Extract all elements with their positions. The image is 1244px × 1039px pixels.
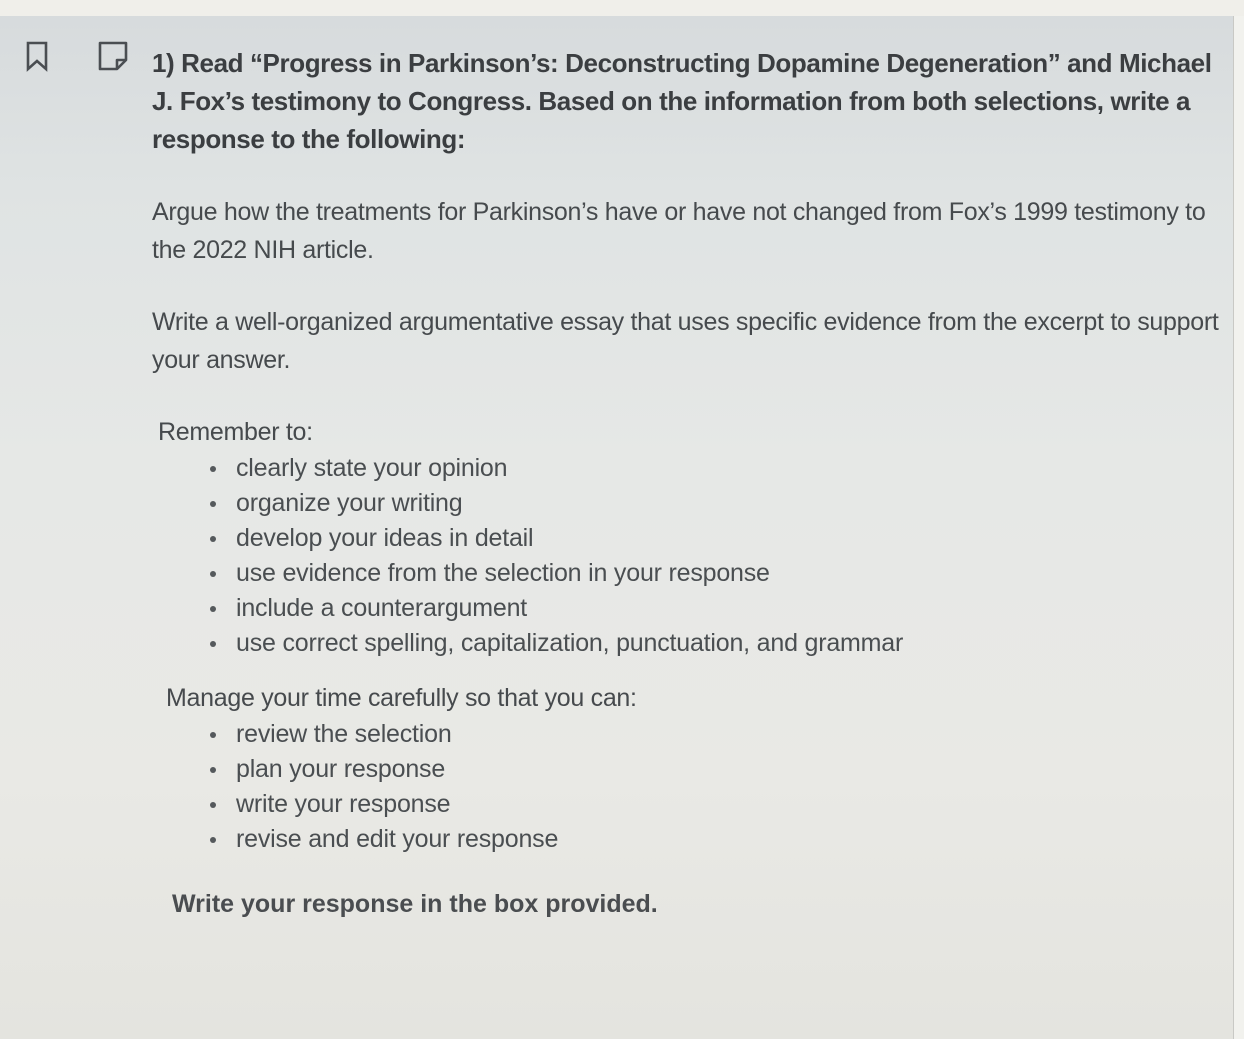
list-item: review the selection (152, 717, 1232, 752)
question-title (152, 44, 1232, 158)
top-border (0, 0, 1244, 16)
bullet-icon (210, 536, 216, 542)
bullet-icon (210, 837, 216, 843)
question-block (152, 44, 1232, 948)
bullet-icon (210, 501, 216, 507)
bullet-icon (210, 641, 216, 647)
essay-instruction: Write a well-organized argumentative essay that uses specific evidence from the excerpt to support your answer. (152, 308, 1219, 374)
right-scroll-edge (1233, 16, 1244, 1039)
bullet-icon (210, 571, 216, 577)
list-item: use evidence from the selection in your response (152, 556, 1232, 591)
bullet-icon (210, 767, 216, 773)
bullet-icon (210, 732, 216, 738)
question-title-text: Read “Progress in Parkinson’s: Deconstructing Dopamine Degeneration” and Michael J. Fox’s testimony to Congress. Based on the information from both selections, write a response to the following: (152, 48, 1212, 154)
bookmark-icon[interactable] (25, 40, 49, 72)
list-item: include a counterargument (152, 591, 1232, 626)
list-item: revise and edit your response (152, 822, 1232, 857)
list-item: clearly state your opinion (152, 451, 1232, 486)
remember-list (152, 451, 1232, 661)
manage-list (152, 717, 1232, 857)
list-item: develop your ideas in detail (152, 521, 1232, 556)
question-prompt: Argue how the treatments for Parkinson’s have or have not changed from Fox’s 1999 testimony to the 2022 NIH article. (152, 198, 1206, 264)
list-item: use correct spelling, capitalization, punctuation, and grammar (152, 626, 1232, 661)
remember-heading: Remember to: (158, 418, 313, 446)
list-item: write your response (152, 787, 1232, 822)
note-icon[interactable] (96, 40, 130, 72)
list-item: plan your response (152, 752, 1232, 787)
bullet-icon (210, 606, 216, 612)
list-item: organize your writing (152, 486, 1232, 521)
final-instruction: Write your response in the box provided. (172, 890, 658, 918)
question-number: 1) (152, 48, 175, 78)
manage-heading: Manage your time carefully so that you can: (166, 684, 637, 712)
bullet-icon (210, 466, 216, 472)
bullet-icon (210, 802, 216, 808)
